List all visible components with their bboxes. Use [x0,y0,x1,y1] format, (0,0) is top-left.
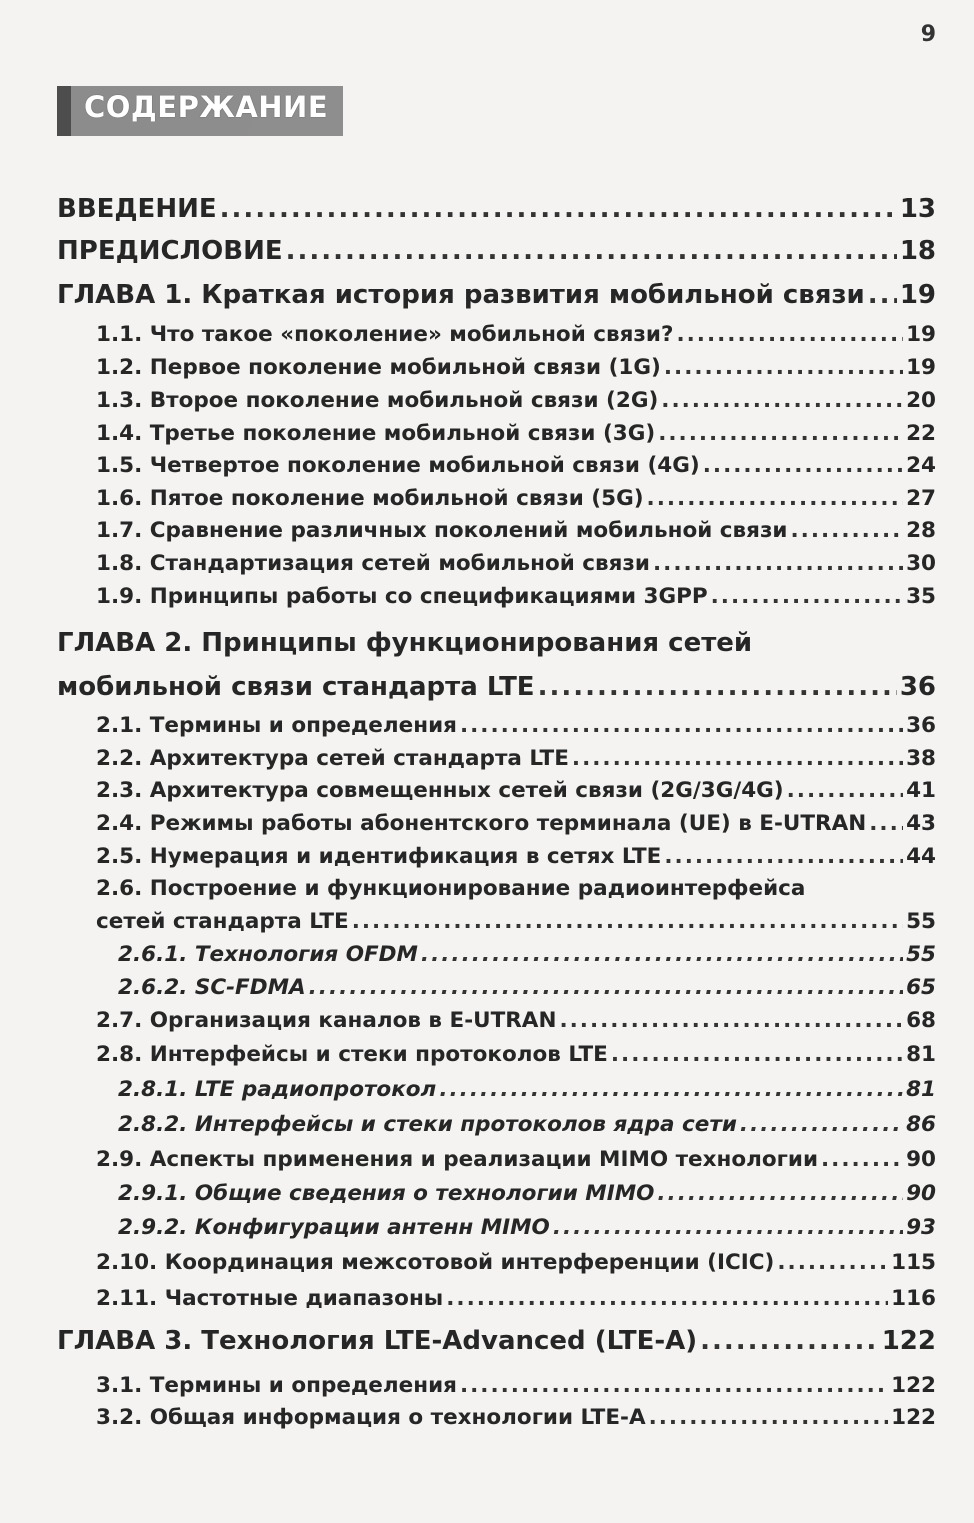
dot-leader [559,1008,903,1033]
toc-entry-title: 1.6. Пятое поколение мобильной связи (5G) [96,486,644,511]
toc-entry-2-5[interactable] [96,844,936,869]
dot-leader [439,1077,903,1102]
toc-entry-2-9[interactable] [96,1147,936,1172]
page-number: 9 [920,22,936,47]
dot-leader [777,1250,888,1275]
toc-entry-title: 2.4. Режимы работы абонентского терминала (UE) в E-UTRAN [96,811,867,836]
toc-entry-title: ГЛАВА 1. Краткая история развития мобильной связи [57,280,865,310]
toc-entry-title: 2.9. Аспекты применения и реализации MIMO технологии [96,1147,819,1172]
toc-entry-title: 2.5. Нумерация и идентификация в сетях LTE [96,844,662,869]
toc-entry-title: 3.2. Общая информация о технологии LTE-A [96,1405,646,1430]
toc-entry-page: 20 [906,388,936,413]
toc-entry-page: 81 [906,1077,936,1102]
toc-entry-title: 3.1. Термины и определения [96,1373,457,1398]
toc-entry-preface[interactable] [57,236,936,266]
toc-entry-page: 13 [899,194,936,224]
dot-leader [664,844,903,869]
toc-entry-1-9[interactable] [96,584,936,609]
dot-leader [647,486,904,511]
toc-entry-title: 1.5. Четвертое поколение мобильной связи (4G) [96,453,700,478]
toc-entry-2-3[interactable] [96,778,936,803]
toc-entry-title: 2.8.1. LTE радиопротокол [118,1077,437,1102]
toc-entry-title: 2.8.2. Интерфейсы и стеки протоколов ядра сети [118,1112,737,1137]
toc-entry-1-3[interactable] [96,388,936,413]
dot-leader [421,942,903,967]
toc-entry-page: 90 [906,1181,936,1206]
dot-leader [538,672,897,702]
contents-heading: СОДЕРЖАНИЕ [84,90,329,124]
dot-leader [309,975,903,1000]
toc-entry-page: 30 [906,551,936,576]
toc-entry-title: 2.9.2. Конфигурации антенн MIMO [118,1215,550,1240]
toc-entry-title: 1.9. Принципы работы со спецификациями 3GPP [96,584,708,609]
dot-leader [868,280,897,310]
toc-entry-2-2[interactable] [96,746,936,771]
toc-entry-page: 68 [906,1008,936,1033]
toc-entry-1-6[interactable] [96,486,936,511]
toc-entry-2-6[interactable] [96,909,936,934]
toc-entry-page: 19 [899,280,936,310]
toc-entry-title: 1.7. Сравнение различных поколений мобильной связи [96,518,788,543]
toc-entry-title: 2.10. Координация межсотовой интерференции (ICIC) [96,1250,775,1275]
dot-leader [460,1373,888,1398]
dot-leader [611,1042,903,1067]
toc-entry-1-8[interactable] [96,551,936,576]
toc-entry-title: 2.11. Частотные диапазоны [96,1286,444,1311]
toc-entry-2-9-2[interactable] [118,1215,936,1240]
toc-entry-2-1[interactable] [96,713,936,738]
dot-leader [572,746,903,771]
dot-leader [661,388,903,413]
toc-entry-title: ГЛАВА 3. Технология LTE-Advanced (LTE-A) [57,1326,698,1356]
toc-entry-2-9-1[interactable] [118,1181,936,1206]
toc-entry-page: 22 [906,421,936,446]
toc-entry-page: 115 [891,1250,936,1275]
toc-entry-page: 122 [891,1373,936,1398]
toc-entry-title: мобильной связи стандарта LTE [57,672,535,702]
dot-leader [553,1215,903,1240]
toc-entry-2-8-1[interactable] [118,1077,936,1102]
toc-entry-title: ВВЕДЕНИЕ [57,194,217,224]
toc-entry-title: 1.3. Второе поколение мобильной связи (2G) [96,388,659,413]
toc-entry-2-8-2[interactable] [118,1112,936,1137]
toc-entry-chapter-2-line1[interactable]: ГЛАВА 2. Принципы функционирования сетей [57,628,753,658]
toc-entry-page: 122 [881,1326,936,1356]
toc-entry-title: 2.9.1. Общие сведения о технологии MIMO [118,1181,655,1206]
toc-entry-2-8[interactable] [96,1042,936,1067]
toc-entry-title: 2.6.2. SC-FDMA [118,975,306,1000]
toc-entry-2-11[interactable] [96,1286,936,1311]
toc-entry-page: 44 [906,844,936,869]
dot-leader [446,1286,888,1311]
dot-leader [664,355,903,380]
toc-entry-title: 1.8. Стандартизация сетей мобильной связи [96,551,650,576]
dot-leader [649,1405,889,1430]
dot-leader [869,811,903,836]
toc-entry-page: 122 [891,1405,936,1430]
dot-leader [653,551,903,576]
dot-leader [821,1147,903,1172]
toc-entry-page: 86 [906,1112,936,1137]
toc-entry-title: ПРЕДИСЛОВИЕ [57,236,283,266]
toc-entry-chapter-2[interactable] [57,672,936,702]
toc-entry-page: 65 [906,975,936,1000]
toc-entry-2-6-1[interactable] [118,942,936,967]
toc-entry-page: 27 [906,486,936,511]
dot-leader [460,713,903,738]
toc-entry-1-2[interactable] [96,355,936,380]
toc-entry-2-6-2[interactable] [118,975,936,1000]
dot-leader [658,421,903,446]
toc-entry-page: 36 [906,713,936,738]
toc-entry-title: 2.8. Интерфейсы и стеки протоколов LTE [96,1042,608,1067]
toc-entry-3-2[interactable] [96,1405,936,1430]
dot-leader [791,518,904,543]
toc-entry-page: 28 [906,518,936,543]
dot-leader [711,584,903,609]
toc-entry-3-1[interactable] [96,1373,936,1398]
toc-entry-chapter-3[interactable] [57,1326,936,1356]
toc-entry-introduction[interactable] [57,194,936,224]
dot-leader [740,1112,903,1137]
toc-entry-title: 2.3. Архитектура совмещенных сетей связи (2G/3G/4G) [96,778,784,803]
toc-entry-1-4[interactable] [96,421,936,446]
toc-entry-title: 1.4. Третье поколение мобильной связи (3G) [96,421,656,446]
toc-entry-2-7[interactable] [96,1008,936,1033]
toc-entry-page: 90 [906,1147,936,1172]
toc-entry-page: 41 [906,778,936,803]
toc-entry-title: 1.2. Первое поколение мобильной связи (1G) [96,355,661,380]
dot-leader [352,909,903,934]
dot-leader [787,778,903,803]
toc-entry-page: 19 [906,322,936,347]
toc-entry-title: 1.1. Что такое «поколение» мобильной связи? [96,322,674,347]
toc-entry-page: 19 [906,355,936,380]
toc-entry-2-10[interactable] [96,1250,936,1275]
toc-entry-title: сетей стандарта LTE [96,909,349,934]
toc-entry-title: 2.6.1. Технология OFDM [118,942,418,967]
toc-entry-page: 55 [906,909,936,934]
toc-entry-page: 116 [891,1286,936,1311]
toc-entry-page: 81 [906,1042,936,1067]
toc-entry-page: 35 [906,584,936,609]
dot-leader [703,453,903,478]
toc-entry-title: 2.1. Термины и определения [96,713,457,738]
toc-entry-title: 2.7. Организация каналов в E-UTRAN [96,1008,557,1033]
dot-leader [700,1326,879,1356]
toc-entry-2-6-line1[interactable]: 2.6. Построение и функционирование радиоинтерфейса [96,876,806,901]
toc-entry-1-1[interactable] [96,322,936,347]
toc-entry-title: 2.2. Архитектура сетей стандарта LTE [96,746,569,771]
toc-entry-page: 55 [906,942,936,967]
dot-leader [286,236,897,266]
toc-entry-1-5[interactable] [96,453,936,478]
dot-leader [676,322,903,347]
dot-leader [657,1181,903,1206]
toc-entry-chapter-1[interactable] [57,280,936,310]
toc-entry-page: 36 [899,672,936,702]
toc-entry-page: 24 [906,453,936,478]
toc-entry-1-7[interactable] [96,518,936,543]
toc-entry-page: 93 [906,1215,936,1240]
toc-entry-page: 18 [899,236,936,266]
dot-leader [220,194,897,224]
toc-entry-2-4[interactable] [96,811,936,836]
toc-entry-page: 43 [906,811,936,836]
toc-entry-page: 38 [906,746,936,771]
